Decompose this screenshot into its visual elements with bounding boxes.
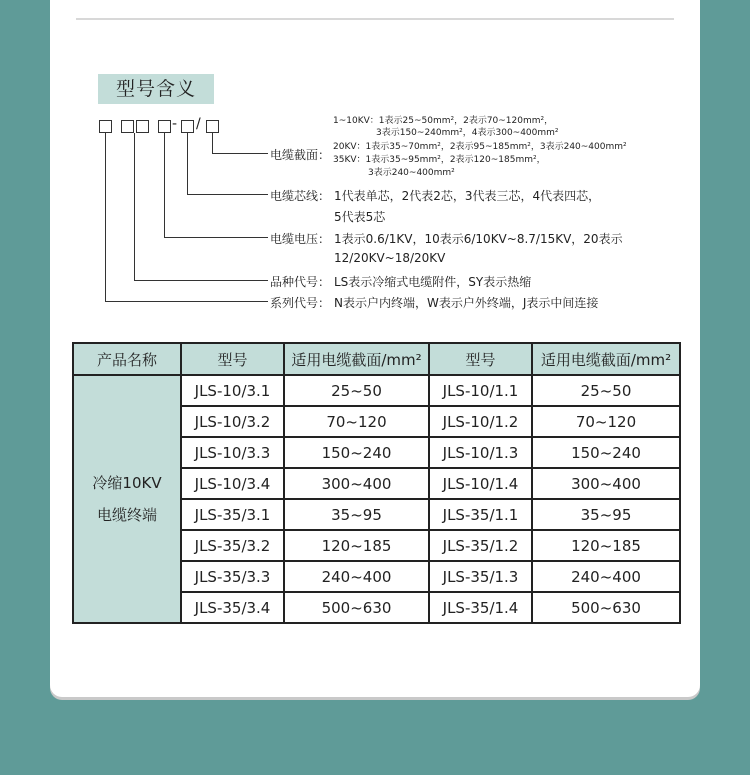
header-section: 适用电缆截面/mm² — [284, 343, 429, 375]
table-row: JLS-35/3.2 120~185 JLS-35/1.2 120~185 — [73, 530, 680, 561]
header-section: 适用电缆截面/mm² — [532, 343, 680, 375]
section-title: 型号含义 — [98, 74, 214, 104]
legend-variety-label: 品种代号： — [270, 275, 331, 289]
code-box-voltage — [158, 120, 171, 133]
header-model: 型号 — [181, 343, 284, 375]
table-row: 冷缩10KV 电缆终端 JLS-10/3.1 25~50 JLS-10/1.1 25~50 — [73, 375, 680, 406]
code-box-variety-1 — [121, 120, 134, 133]
table-row: JLS-10/3.2 70~120 JLS-10/1.2 70~120 — [73, 406, 680, 437]
code-box-section — [206, 120, 219, 133]
table-row: JLS-10/3.4 300~400 JLS-10/1.4 300~400 — [73, 468, 680, 499]
code-slash: / — [196, 116, 201, 132]
header-product-name: 产品名称 — [73, 343, 181, 375]
code-box-variety-2 — [136, 120, 149, 133]
legend-section-label: 电缆截面： — [270, 148, 331, 162]
header-model: 型号 — [429, 343, 532, 375]
code-dash: - — [172, 116, 178, 132]
table-row: JLS-35/3.4 500~630 JLS-35/1.4 500~630 — [73, 592, 680, 623]
table-row: JLS-35/3.1 35~95 JLS-35/1.1 35~95 — [73, 499, 680, 530]
legend-cores-label: 电缆芯线： — [270, 189, 331, 203]
legend-voltage-label: 电缆电压： — [270, 232, 331, 246]
top-divider — [76, 18, 674, 20]
table-row: JLS-10/3.3 150~240 JLS-10/1.3 150~240 — [73, 437, 680, 468]
table-header-row — [73, 343, 680, 375]
table-row: JLS-35/3.3 240~400 JLS-35/1.3 240~400 — [73, 561, 680, 592]
code-box-series — [99, 120, 112, 133]
code-box-cores — [181, 120, 194, 133]
legend-series-label: 系列代号： — [270, 296, 331, 310]
product-name-cell: 冷缩10KV 电缆终端 — [73, 375, 181, 623]
spec-table — [72, 342, 681, 624]
